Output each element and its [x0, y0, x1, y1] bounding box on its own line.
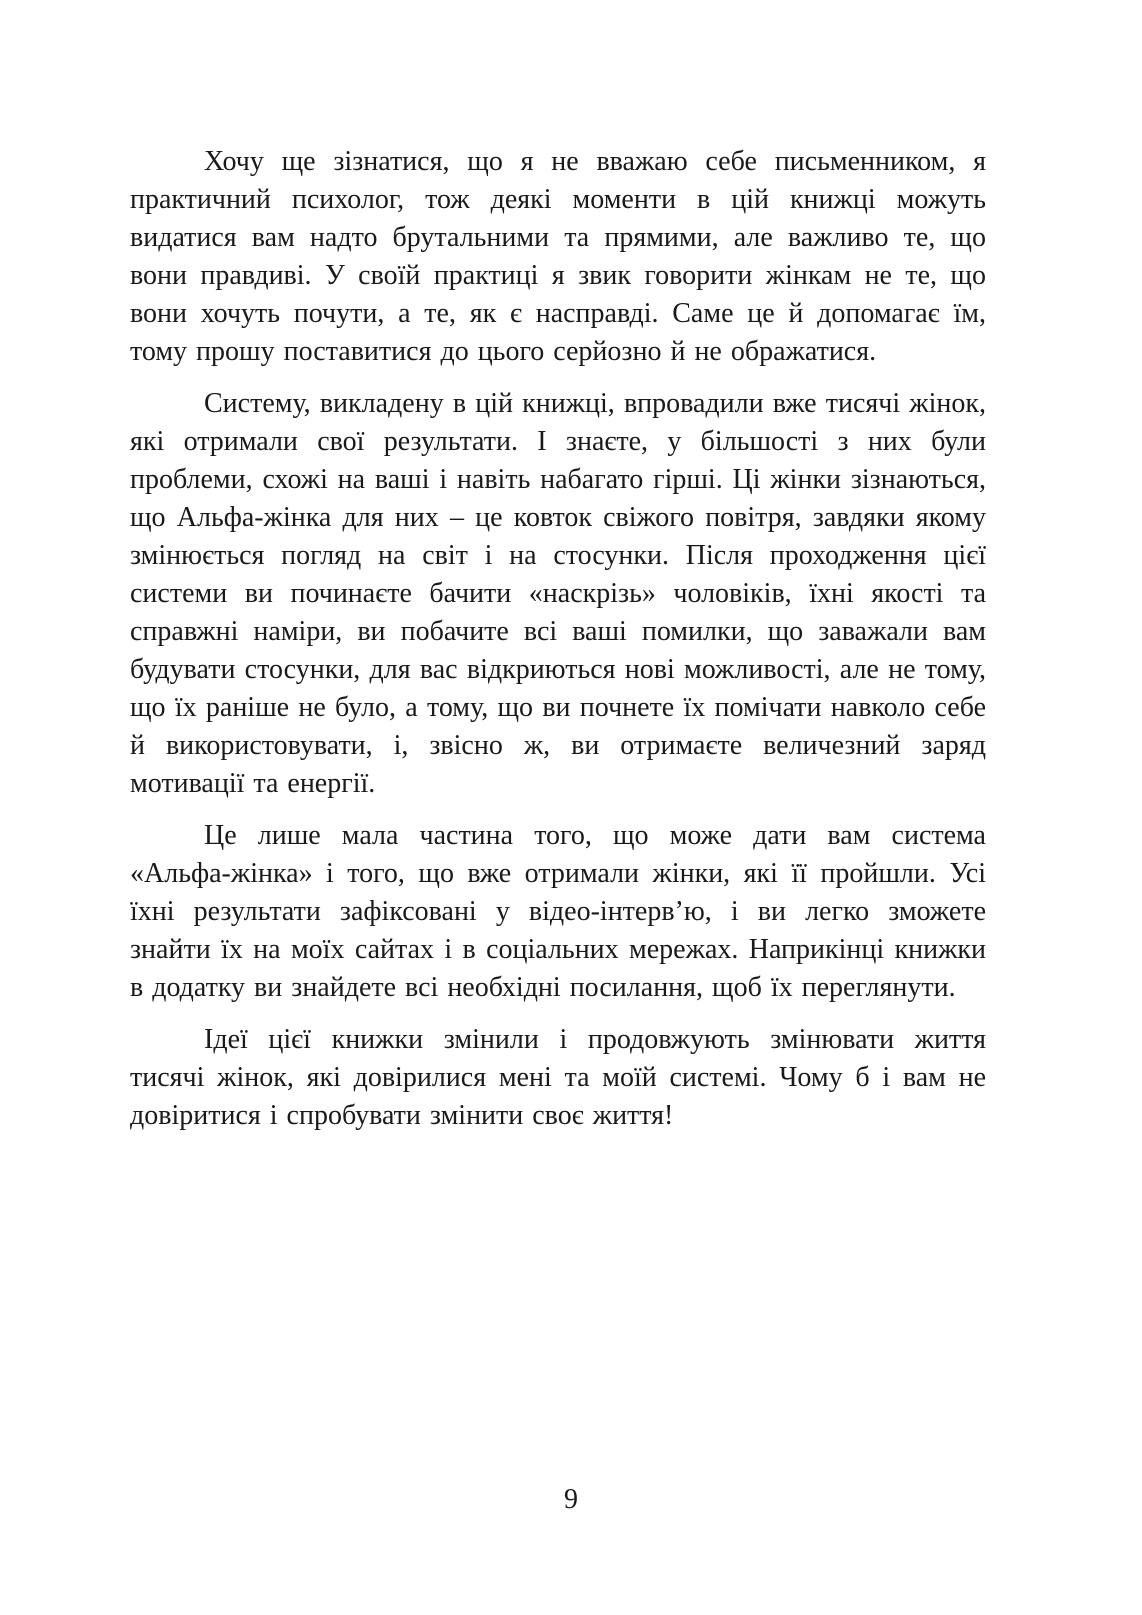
- page-number: 9: [564, 1484, 578, 1515]
- paragraph: Це лише мала частина того, що може дати вам система «Альфа-жінка» і того, що вже отримали жінки, які її пройшли. Усі їхні результати зафіксовані у відео-інтерв’ю, і ви легко зможете знайти їх на моїх сайтах і в соціальних мережах. Наприкінці книжки в додатку ви знайдете всі необхідні посилання, щоб їх переглянути.: [130, 820, 986, 1003]
- paragraph: Хочу ще зізнатися, що я не вважаю себе письменником, я практичний психолог, тож деякі моменти в цій книжці можуть видатися вам надто брутальними та прямими, але важливо те, що вони правдиві. У своїй практиці я звик говорити жінкам не те, що вони хочуть почути, а те, як є насправді. Саме це й допомагає їм, тому прошу поставитися до цього серйозно й не ображатися.: [130, 146, 986, 367]
- paragraph: Систему, викладену в цій книжці, впровадили вже тисячі жінок, які отримали свої результати. І знаєте, у більшості з них були проблеми, схожі на ваші і навіть набагато гірші. Ці жінки зізнаються, що Альфа-жінка для них – це ковток свіжого повітря, завдяки якому змінюється погляд на світ і на стосунки. Після проходження цієї системи ви починаєте бачити «наскрізь» чоловіків, їхні якості та справжні наміри, ви побачите всі ваші помилки, що заважали вам будувати стосунки, для вас відкриються нові можливості, але не тому, що їх раніше не було, а тому, що ви почнете їх помічати навколо себе й використовувати, і, звісно ж, ви отримаєте величезний заряд мотивації та енергії.: [130, 388, 986, 799]
- text-block: [130, 143, 986, 1149]
- paragraph: Ідеї цієї книжки змінили і продовжують змінювати життя тисячі жінок, які довірилися мені та моїй системі. Чому б і вам не довіритися і спробувати змінити своє життя!: [130, 1024, 986, 1131]
